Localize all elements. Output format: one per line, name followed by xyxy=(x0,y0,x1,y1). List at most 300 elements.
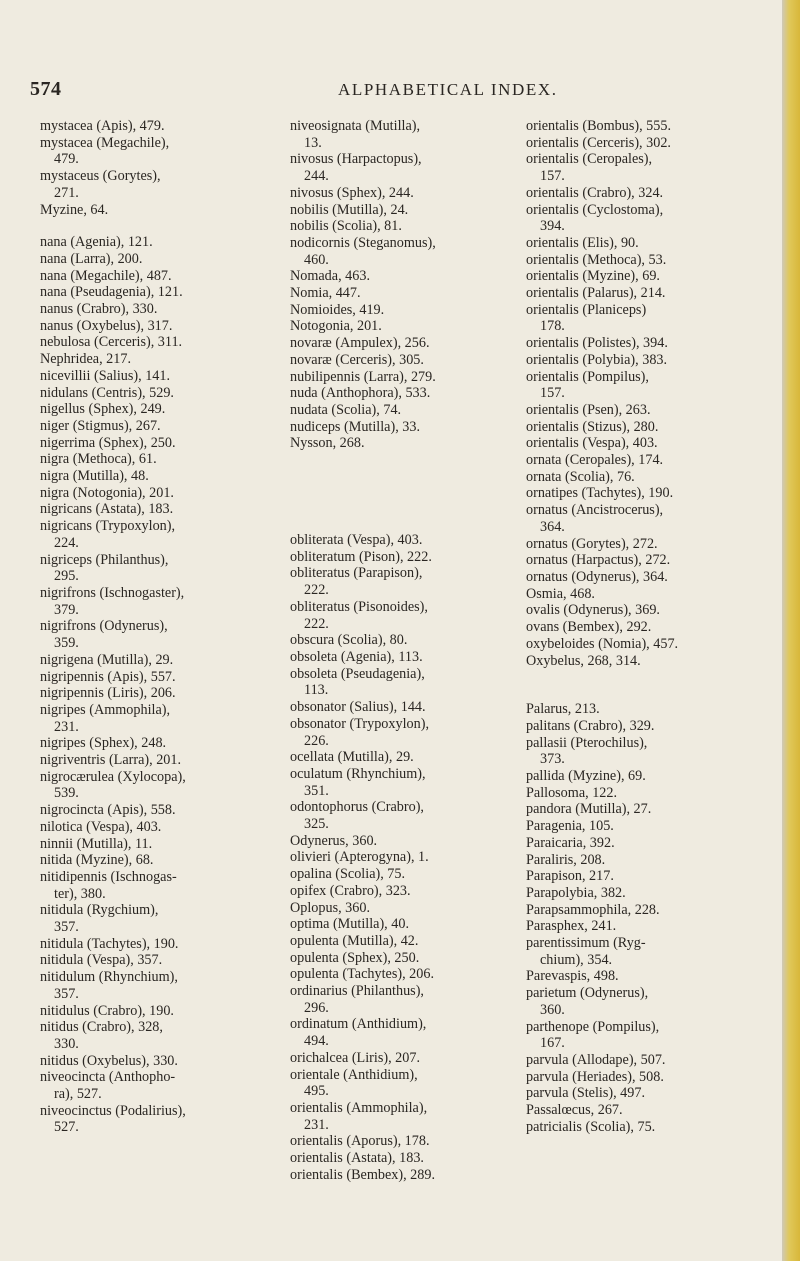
index-entry-text: Oxybelus, 268, 314. xyxy=(526,652,641,669)
index-entry xyxy=(526,502,766,535)
index-entry-text: nigrigena (Mutilla), 29. xyxy=(40,651,174,668)
index-entry xyxy=(526,968,766,985)
index-entry-text: parietum (Odynerus), xyxy=(526,985,649,1002)
index-entry-text: ovans (Bembex), 292. xyxy=(526,619,652,636)
index-entry xyxy=(290,983,530,1016)
index-entry-text: nitidus (Oxybelus), 330. xyxy=(40,1052,178,1069)
index-entry-text: parentissimum (Ryg- xyxy=(526,935,646,952)
index-entry xyxy=(40,1103,280,1136)
index-entry-text: ovalis (Odynerus), 369. xyxy=(526,602,660,619)
index-entry-text: ordinarius (Philanthus), xyxy=(290,983,424,1000)
index-entry-text: Nomioides, 419. xyxy=(290,301,385,318)
index-entry xyxy=(40,652,280,669)
index-entry xyxy=(290,532,530,549)
index-entry-continuation: 157. xyxy=(540,385,565,402)
index-entry-text: obsonator (Trypoxylon), xyxy=(290,715,429,732)
index-entry xyxy=(40,685,280,702)
index-entry-text: Nysson, 268. xyxy=(290,435,365,452)
index-entry-text: parthenope (Pompilus), xyxy=(526,1018,660,1035)
index-entry-text: mystacea (Apis), 479. xyxy=(40,118,165,134)
index-entry-text: oxybeloides (Nomia), 457. xyxy=(526,635,679,652)
index-entry-text: ornatus (Odynerus), 364. xyxy=(526,568,668,585)
index-entry xyxy=(526,852,766,869)
index-entry xyxy=(40,735,280,752)
index-entry xyxy=(526,202,766,235)
index-entry-text: nitidulum (Rhynchium), xyxy=(40,969,178,986)
index-entry-text: orientalis (Polybia), 383. xyxy=(526,351,668,368)
index-entry-text: nidulans (Centris), 529. xyxy=(40,384,174,401)
index-entry-text: nigrocærulea (Xylocopa), xyxy=(40,768,186,785)
index-entry-continuation: 231. xyxy=(54,718,79,735)
index-entry xyxy=(40,418,280,435)
index-entry-text: orientalis (Myzine), 69. xyxy=(526,268,660,285)
index-entry-text: ornata (Ceropales), 174. xyxy=(526,452,664,469)
index-entry-text: mystacea (Megachile), xyxy=(40,134,170,151)
index-entry xyxy=(290,849,530,866)
index-entry xyxy=(40,769,280,802)
index-entry-text: orientalis (Vespa), 403. xyxy=(526,435,658,452)
index-entry-text: orientalis (Astata), 183. xyxy=(290,1150,424,1167)
index-entry xyxy=(290,649,530,666)
index-entry-text: nigricans (Trypoxylon), xyxy=(40,518,176,535)
index-entry-text: nigrifrons (Odynerus), xyxy=(40,618,168,635)
index-entry xyxy=(526,135,766,152)
index-entry xyxy=(526,885,766,902)
index-entry xyxy=(290,966,530,983)
index-entry-continuation: 357. xyxy=(54,919,79,936)
index-entry-text: ninnii (Mutilla), 11. xyxy=(40,835,153,852)
index-entry xyxy=(526,469,766,486)
index-entry xyxy=(40,368,280,385)
index-entry xyxy=(290,1167,530,1184)
index-entry-text: parvula (Stelis), 497. xyxy=(526,1085,645,1102)
index-entry xyxy=(526,419,766,436)
index-entry xyxy=(526,569,766,586)
index-entry xyxy=(526,818,766,835)
index-entry xyxy=(40,268,280,285)
index-entry-text: parvula (Heriades), 508. xyxy=(526,1068,664,1085)
index-entry xyxy=(290,369,530,386)
index-entry-text: nigripes (Sphex), 248. xyxy=(40,735,167,752)
index-entry xyxy=(40,936,280,953)
index-entry xyxy=(40,836,280,853)
index-entry-text: nicevillii (Salius), 141. xyxy=(40,367,171,384)
index-entry xyxy=(40,618,280,651)
index-entry-text: nigerrima (Sphex), 250. xyxy=(40,434,176,451)
index-entry-text: nigripennis (Liris), 206. xyxy=(40,685,176,702)
index-entry-text: orientalis (Psen), 263. xyxy=(526,401,651,418)
index-entry-text: nanus (Crabro), 330. xyxy=(40,301,158,318)
index-entry xyxy=(40,819,280,836)
index-entry-text: nigra (Notogonia), 201. xyxy=(40,484,174,501)
index-entry-text: nigra (Methoca), 61. xyxy=(40,451,157,468)
index-entry xyxy=(40,702,280,735)
index-entry xyxy=(40,234,280,251)
index-entry xyxy=(290,666,530,699)
index-entry-text: parvula (Allodape), 507. xyxy=(526,1051,666,1068)
index-entry xyxy=(526,653,766,670)
index-entry xyxy=(290,716,530,749)
index-entry-continuation: 460. xyxy=(304,251,329,268)
index-entry-text: nilotica (Vespa), 403. xyxy=(40,818,162,835)
index-entry-text: opalina (Scolia), 75. xyxy=(290,866,406,883)
index-entry xyxy=(290,799,530,832)
index-entry-text: Parapolybia, 382. xyxy=(526,884,626,901)
index-entry xyxy=(290,549,530,566)
index-column-1 xyxy=(40,118,280,1136)
index-entry xyxy=(526,918,766,935)
index-entry-continuation: 394. xyxy=(540,218,565,235)
index-entry xyxy=(40,869,280,902)
index-entry xyxy=(526,552,766,569)
index-entry-text: ornatus (Ancistrocerus), xyxy=(526,502,664,519)
index-entry xyxy=(40,1019,280,1052)
index-entry-text: nana (Larra), 200. xyxy=(40,250,143,267)
index-entry xyxy=(526,452,766,469)
index-entry-text: ornatipes (Tachytes), 190. xyxy=(526,485,674,502)
page-header xyxy=(30,78,750,102)
index-entry xyxy=(290,565,530,598)
index-entry-continuation: 224. xyxy=(54,534,79,551)
index-entry xyxy=(40,518,280,551)
index-entry xyxy=(290,302,530,319)
index-entry-text: nobilis (Scolia), 81. xyxy=(290,218,402,235)
index-entry xyxy=(290,599,530,632)
index-entry-continuation: 494. xyxy=(304,1033,329,1050)
index-entry xyxy=(526,536,766,553)
index-entry-text: orientalis (Planiceps) xyxy=(526,301,647,318)
index-entry xyxy=(40,451,280,468)
index-entry xyxy=(526,985,766,1018)
index-entry-text: opulenta (Sphex), 250. xyxy=(290,949,420,966)
index-entry xyxy=(40,1053,280,1070)
index-entry-text: niger (Stigmus), 267. xyxy=(40,417,161,434)
index-entry xyxy=(290,916,530,933)
index-entry-text: nanus (Oxybelus), 317. xyxy=(40,317,173,334)
index-entry-text: nitidulus (Crabro), 190. xyxy=(40,1002,174,1019)
index-entry-text: orichalcea (Liris), 207. xyxy=(290,1049,420,1066)
index-entry xyxy=(40,118,280,135)
index-column-3 xyxy=(526,118,766,1135)
index-entry-continuation: 222. xyxy=(304,582,329,599)
index-entry-text: orientalis (Ceropales), xyxy=(526,151,653,168)
index-entry-text: obscura (Scolia), 80. xyxy=(290,632,408,649)
page-number: 574 xyxy=(30,78,62,100)
index-entry xyxy=(526,252,766,269)
index-entry-text: Palarus, 213. xyxy=(526,701,600,718)
index-entry-continuation: 364. xyxy=(540,518,565,535)
index-entry-continuation: 351. xyxy=(304,782,329,799)
section-gap xyxy=(526,669,766,701)
index-entry xyxy=(526,1119,766,1136)
index-entry xyxy=(290,151,530,184)
index-entry xyxy=(526,619,766,636)
index-entry-text: nebulosa (Cerceris), 311. xyxy=(40,334,183,351)
index-entry-text: nitidula (Rygchium), xyxy=(40,902,159,919)
index-entry-continuation: 360. xyxy=(540,1001,565,1018)
index-entry xyxy=(526,151,766,184)
index-entry-text: mystaceus (Gorytes), xyxy=(40,168,161,185)
index-entry-continuation: 113. xyxy=(304,682,329,699)
index-entry-text: ocellata (Mutilla), 29. xyxy=(290,749,414,766)
index-entry-text: nubilipennis (Larra), 279. xyxy=(290,368,436,385)
index-entry xyxy=(40,168,280,201)
index-entry-text: Parasphex, 241. xyxy=(526,918,617,935)
index-entry-continuation: 157. xyxy=(540,168,565,185)
index-entry xyxy=(290,749,530,766)
index-entry xyxy=(290,1016,530,1049)
index-entry-text: nitidula (Tachytes), 190. xyxy=(40,935,179,952)
index-entry xyxy=(526,718,766,735)
index-entry xyxy=(290,833,530,850)
index-entry-continuation: 244. xyxy=(304,168,329,185)
index-entry-continuation: 379. xyxy=(54,601,79,618)
index-entry-text: opulenta (Mutilla), 42. xyxy=(290,932,419,949)
index-entry xyxy=(290,218,530,235)
index-entry-continuation: 226. xyxy=(304,732,329,749)
index-entry xyxy=(290,866,530,883)
index-entry-text: orientalis (Aporus), 178. xyxy=(290,1133,430,1150)
index-entry-continuation: 359. xyxy=(54,635,79,652)
index-entry xyxy=(40,485,280,502)
index-entry xyxy=(526,735,766,768)
index-entry-text: orientalis (Bombus), 555. xyxy=(526,118,672,134)
index-entry-continuation: 373. xyxy=(540,751,565,768)
index-entry xyxy=(526,586,766,603)
index-entry xyxy=(526,118,766,135)
running-title: ALPHABETICAL INDEX. xyxy=(338,80,558,99)
index-entry xyxy=(526,801,766,818)
index-entry xyxy=(290,385,530,402)
index-entry-text: nobilis (Mutilla), 24. xyxy=(290,201,409,218)
index-entry xyxy=(40,301,280,318)
page-edge-binding xyxy=(782,0,800,1261)
index-entry xyxy=(526,369,766,402)
index-entry-text: nigripennis (Apis), 557. xyxy=(40,668,176,685)
index-entry-text: Parapsammophila, 228. xyxy=(526,901,660,918)
index-entry xyxy=(526,768,766,785)
index-entry xyxy=(526,602,766,619)
index-entry xyxy=(290,933,530,950)
index-entry-text: palitans (Crabro), 329. xyxy=(526,717,655,734)
index-entry xyxy=(40,802,280,819)
index-entry-text: nana (Megachile), 487. xyxy=(40,267,172,284)
index-entry-text: Pallosoma, 122. xyxy=(526,784,618,801)
index-entry-continuation: 231. xyxy=(304,1116,329,1133)
index-entry-text: Oplopus, 360. xyxy=(290,899,371,916)
index-entry xyxy=(290,185,530,202)
index-entry xyxy=(526,1085,766,1102)
index-entry xyxy=(526,636,766,653)
index-entry xyxy=(290,950,530,967)
index-entry-text: nivosus (Harpactopus), xyxy=(290,151,422,168)
index-entry xyxy=(290,335,530,352)
index-entry-continuation: 167. xyxy=(540,1035,565,1052)
index-entry-continuation: chium), 354. xyxy=(540,951,613,968)
index-entry xyxy=(526,268,766,285)
index-entry xyxy=(526,185,766,202)
index-entry xyxy=(290,352,530,369)
index-entry-continuation: 178. xyxy=(540,318,565,335)
index-entry-text: orientalis (Ammophila), xyxy=(290,1099,428,1116)
index-entry xyxy=(290,235,530,268)
index-entry-text: orientalis (Crabro), 324. xyxy=(526,184,664,201)
index-entry xyxy=(290,318,530,335)
index-entry-text: nitidula (Vespa), 357. xyxy=(40,952,163,969)
index-entry-text: nitidipennis (Ischnogas- xyxy=(40,868,177,885)
index-entry-text: Nomada, 463. xyxy=(290,268,370,285)
index-entry xyxy=(526,485,766,502)
index-entry xyxy=(40,852,280,869)
index-entry-text: nitidus (Crabro), 328, xyxy=(40,1019,163,1036)
index-entry xyxy=(40,251,280,268)
index-entry xyxy=(526,835,766,852)
index-entry-continuation: 325. xyxy=(304,816,329,833)
index-entry xyxy=(40,902,280,935)
index-entry-text: Paraicaria, 392. xyxy=(526,834,615,851)
index-entry-text: nitida (Myzine), 68. xyxy=(40,852,154,869)
index-entry-text: Myzine, 64. xyxy=(40,201,109,218)
index-entry-text: novaræ (Cerceris), 305. xyxy=(290,351,424,368)
index-entry-continuation: 222. xyxy=(304,615,329,632)
index-entry-text: novaræ (Ampulex), 256. xyxy=(290,335,430,352)
index-entry-text: pallasii (Pterochilus), xyxy=(526,734,648,751)
index-entry xyxy=(526,935,766,968)
index-entry xyxy=(40,752,280,769)
index-entry xyxy=(526,1052,766,1069)
index-entry xyxy=(40,585,280,618)
index-entry xyxy=(40,284,280,301)
index-entry xyxy=(40,435,280,452)
index-entry xyxy=(40,468,280,485)
index-entry-text: oculatum (Rhynchium), xyxy=(290,765,426,782)
index-entry-text: olivieri (Apterogyna), 1. xyxy=(290,849,429,866)
index-entry-continuation: 296. xyxy=(304,999,329,1016)
index-entry-text: pandora (Mutilla), 27. xyxy=(526,801,652,818)
index-entry-text: obliterata (Vespa), 403. xyxy=(290,532,423,549)
index-entry xyxy=(526,1102,766,1119)
index-entry xyxy=(290,1100,530,1133)
index-entry xyxy=(290,118,530,151)
index-entry xyxy=(40,1003,280,1020)
index-entry-text: obsoleta (Pseudagenia), xyxy=(290,665,425,682)
index-entry-text: optima (Mutilla), 40. xyxy=(290,916,410,933)
index-entry-text: Nephridea, 217. xyxy=(40,351,132,368)
index-entry xyxy=(40,501,280,518)
index-entry xyxy=(40,202,280,219)
index-entry xyxy=(526,235,766,252)
index-entry xyxy=(526,1069,766,1086)
index-entry-text: Parapison, 217. xyxy=(526,868,614,885)
index-entry xyxy=(526,1019,766,1052)
index-entry-text: nana (Pseudagenia), 121. xyxy=(40,284,183,301)
index-entry xyxy=(526,435,766,452)
index-entry-continuation: 330. xyxy=(54,1035,79,1052)
index-entry-text: nigriventris (Larra), 201. xyxy=(40,752,182,769)
index-entry-text: odontophorus (Crabro), xyxy=(290,799,424,816)
index-entry xyxy=(40,351,280,368)
index-entry xyxy=(526,335,766,352)
index-entry-text: Odynerus, 360. xyxy=(290,832,378,849)
index-entry xyxy=(526,402,766,419)
index-entry xyxy=(526,785,766,802)
index-entry xyxy=(526,285,766,302)
index-entry-text: obliteratus (Parapison), xyxy=(290,565,423,582)
index-entry xyxy=(290,766,530,799)
index-entry-text: Nomia, 447. xyxy=(290,285,361,302)
index-entry-continuation: 357. xyxy=(54,985,79,1002)
index-entry-text: ornatus (Gorytes), 272. xyxy=(526,535,658,552)
index-entry-continuation: 13. xyxy=(304,134,322,151)
index-entry-text: orientale (Anthidium), xyxy=(290,1066,418,1083)
index-entry xyxy=(526,701,766,718)
index-entry-text: niveocincta (Anthopho- xyxy=(40,1069,176,1086)
index-entry xyxy=(290,419,530,436)
index-entry-text: patricialis (Scolia), 75. xyxy=(526,1118,656,1135)
index-entry-text: nuda (Anthophora), 533. xyxy=(290,385,431,402)
index-entry xyxy=(526,302,766,335)
index-entry-text: opifex (Crabro), 323. xyxy=(290,882,411,899)
index-entry xyxy=(290,900,530,917)
index-entry xyxy=(40,401,280,418)
index-entry-text: orientalis (Stizus), 280. xyxy=(526,418,659,435)
index-entry xyxy=(290,1150,530,1167)
index-entry-text: Paraliris, 208. xyxy=(526,851,606,868)
index-entry-text: nigrifrons (Ischnogaster), xyxy=(40,584,185,601)
index-entry xyxy=(290,883,530,900)
index-entry xyxy=(40,334,280,351)
section-gap xyxy=(290,452,530,532)
index-entry-text: opulenta (Tachytes), 206. xyxy=(290,966,434,983)
index-entry-text: Notogonia, 201. xyxy=(290,318,382,335)
index-entry-text: orientalis (Bembex), 289. xyxy=(290,1166,435,1183)
index-entry-continuation: 495. xyxy=(304,1083,329,1100)
index-entry-continuation: 479. xyxy=(54,151,79,168)
index-entry-text: obliteratum (Pison), 222. xyxy=(290,548,432,565)
index-entry xyxy=(290,268,530,285)
index-entry-text: ornata (Scolia), 76. xyxy=(526,468,635,485)
index-entry-text: Passalœcus, 267. xyxy=(526,1102,623,1119)
index-entry-continuation: 271. xyxy=(54,184,79,201)
section-gap xyxy=(40,218,280,234)
index-entry xyxy=(40,669,280,686)
index-entry-text: orientalis (Cyclostoma), xyxy=(526,201,664,218)
index-entry-text: orientalis (Palarus), 214. xyxy=(526,285,666,302)
index-entry-continuation: 295. xyxy=(54,568,79,585)
index-entry-continuation: ra), 527. xyxy=(54,1086,102,1103)
index-entry-text: obliteratus (Pisonoides), xyxy=(290,598,428,615)
index-entry xyxy=(40,1069,280,1102)
index-entry-text: ordinatum (Anthidium), xyxy=(290,1016,427,1033)
index-entry-text: nigrocincta (Apis), 558. xyxy=(40,802,176,819)
index-entry-text: nigellus (Sphex), 249. xyxy=(40,401,166,418)
index-entry-text: Osmia, 468. xyxy=(526,585,595,602)
index-entry xyxy=(290,699,530,716)
index-entry-text: Paragenia, 105. xyxy=(526,818,614,835)
index-entry-text: Parevaspis, 498. xyxy=(526,968,619,985)
index-entry xyxy=(40,135,280,168)
index-entry-text: nudiceps (Mutilla), 33. xyxy=(290,418,421,435)
index-entry xyxy=(40,969,280,1002)
index-entry xyxy=(40,952,280,969)
index-entry-text: orientalis (Cerceris), 302. xyxy=(526,134,671,151)
index-entry xyxy=(526,868,766,885)
index-entry-text: niveocinctus (Podalirius), xyxy=(40,1102,186,1119)
index-entry xyxy=(290,402,530,419)
index-entry-text: nivosus (Sphex), 244. xyxy=(290,184,414,201)
index-entry xyxy=(290,1050,530,1067)
index-entry xyxy=(40,318,280,335)
